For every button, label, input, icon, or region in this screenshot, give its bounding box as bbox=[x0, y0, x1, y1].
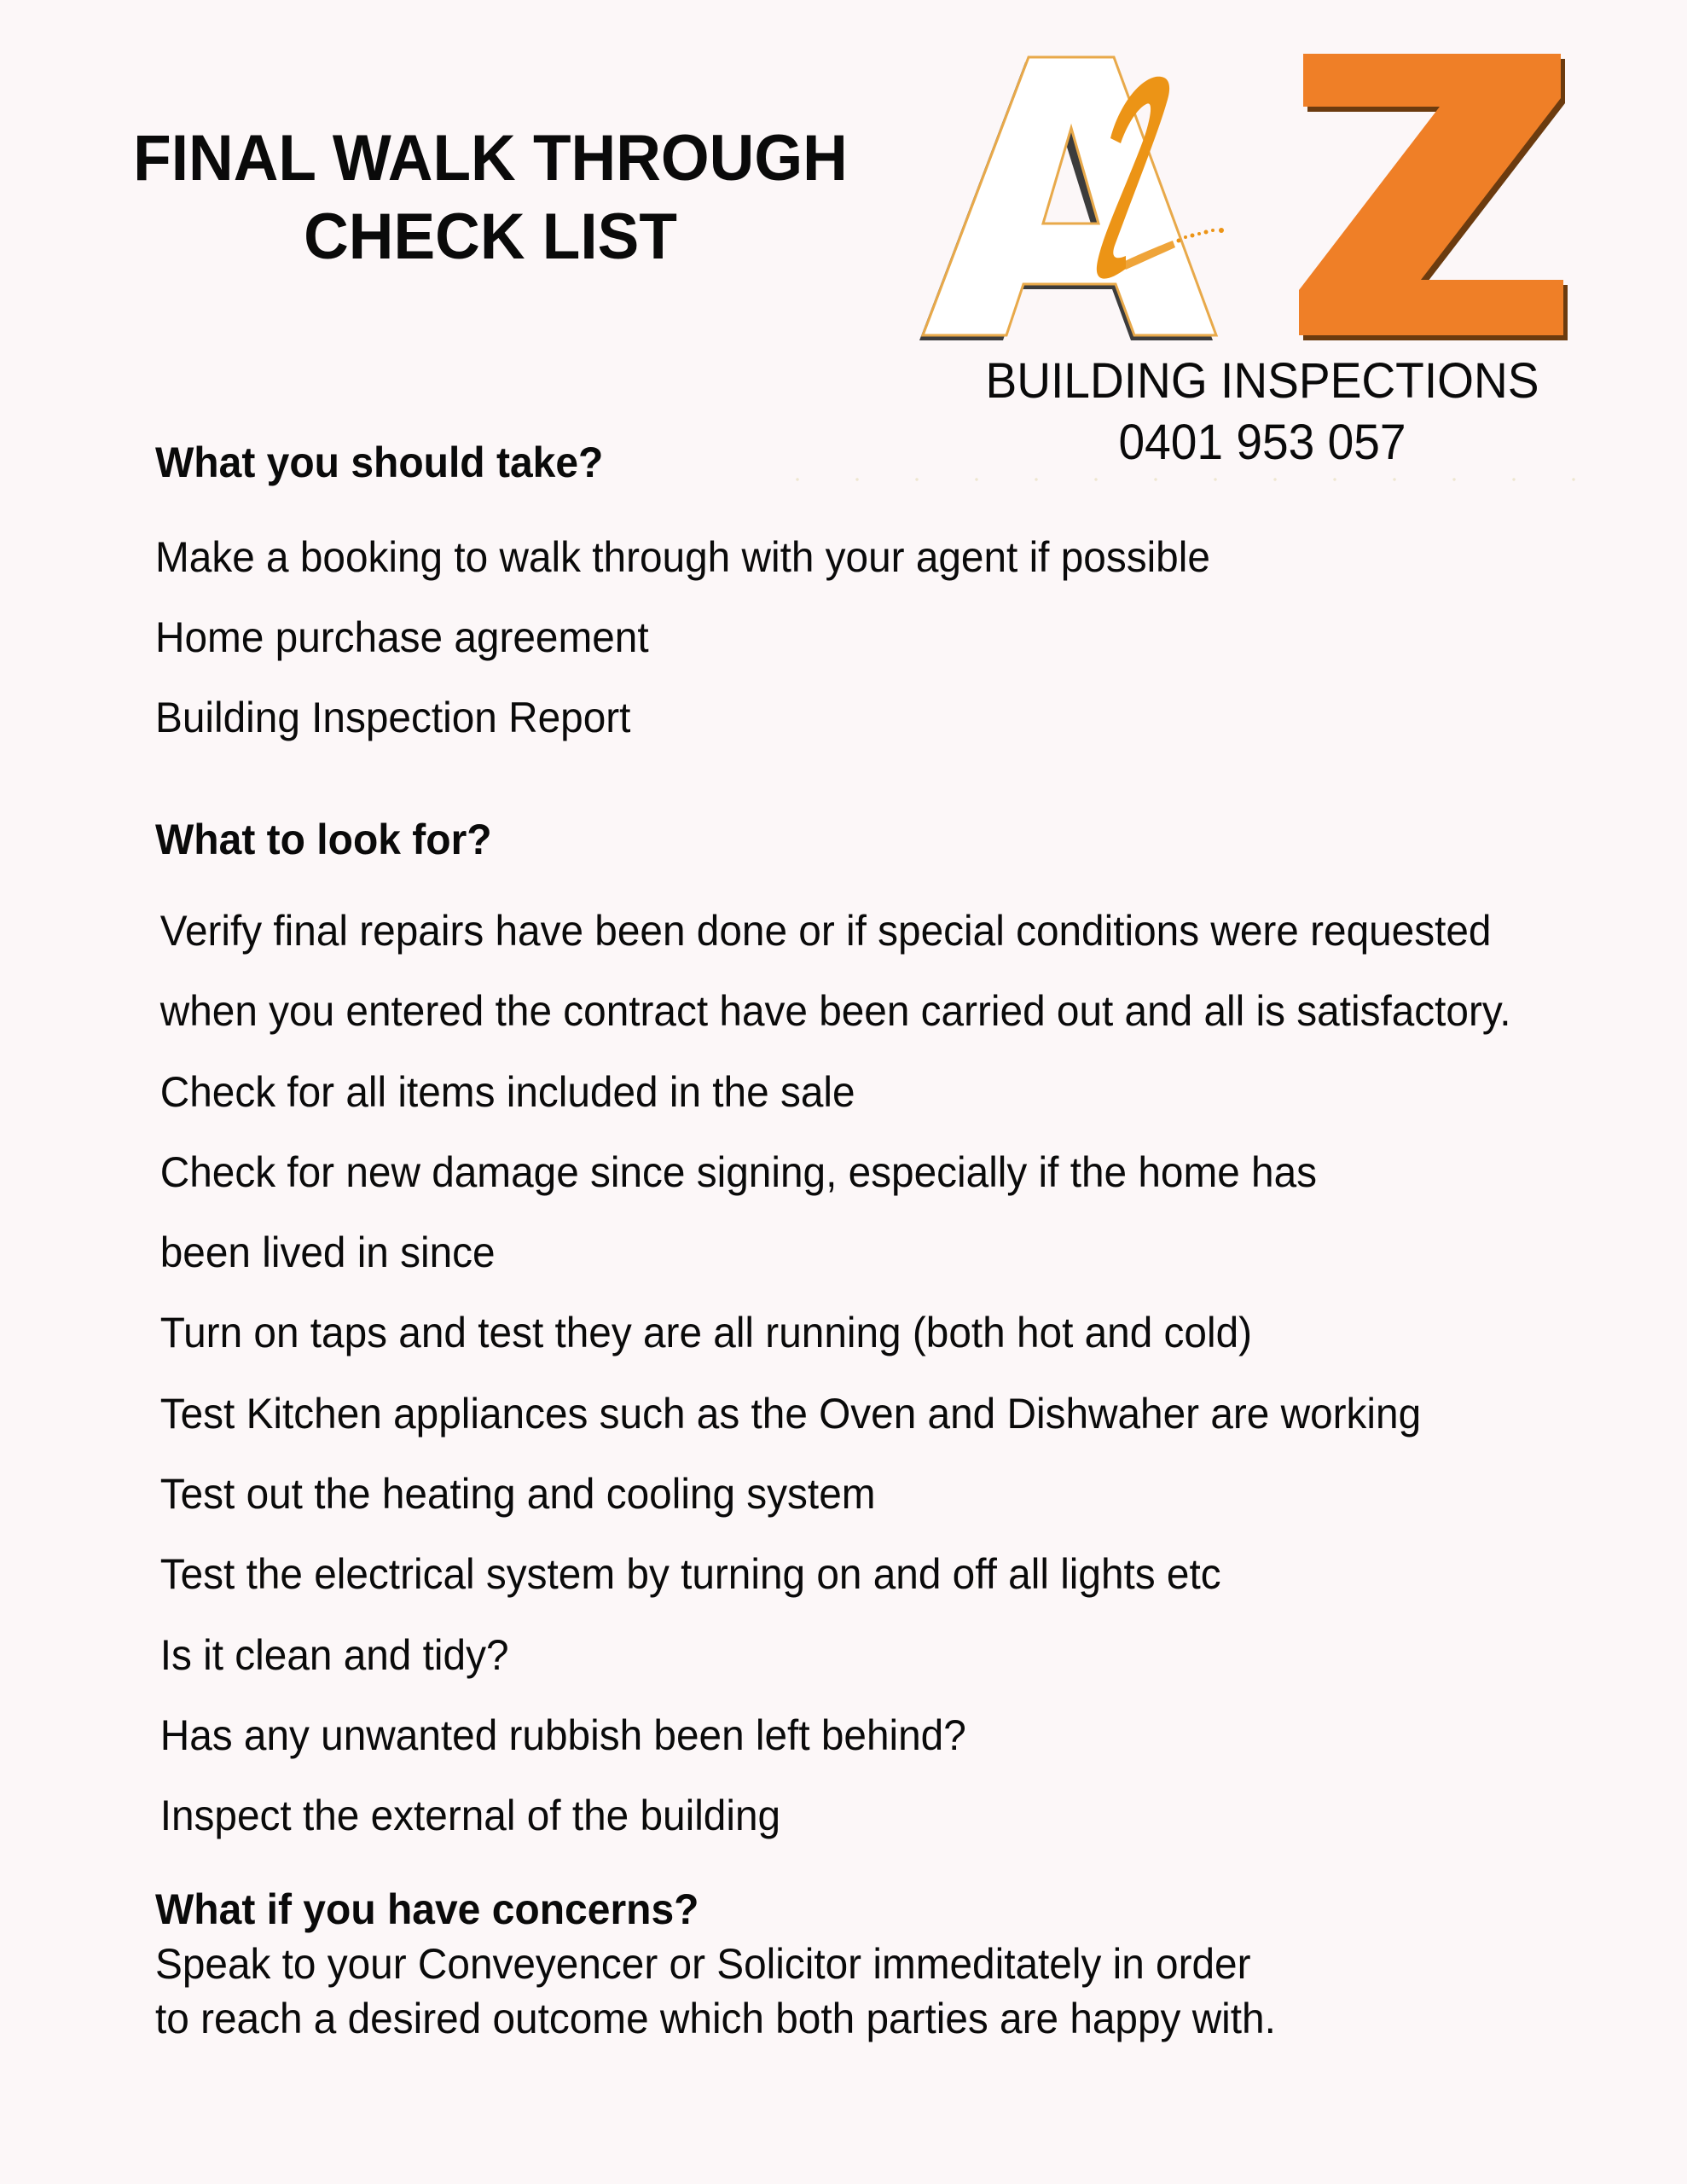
list-item: Check for new damage since signing, especially if the home has bbox=[159, 1147, 1318, 1196]
section-what-to-take bbox=[155, 437, 1260, 758]
logo-graphic-icon bbox=[913, 43, 1586, 350]
list-item: been lived in since bbox=[159, 1228, 496, 1277]
company-phone[interactable]: 0401 953 057 bbox=[1118, 415, 1406, 470]
list-item: Turn on taps and test they are all running (both hot and cold) bbox=[159, 1309, 1253, 1357]
list-item: Make a booking to walk through with your agent if possible bbox=[155, 533, 1210, 581]
list-item: Check for all items included in the sale bbox=[159, 1067, 855, 1116]
list-item: when you entered the contract have been carried out and all is satisfactory. bbox=[159, 987, 1511, 1036]
paragraph-line: Speak to your Conveyencer or Solicitor immeditately in order bbox=[155, 1940, 1251, 1988]
list-item: Building Inspection Report bbox=[155, 694, 631, 741]
list-item: Test out the heating and cooling system bbox=[159, 1470, 876, 1519]
paragraph-line: to reach a desired outcome which both parties are happy with. bbox=[155, 1995, 1276, 2042]
list-item: Has any unwanted rubbish been left behind? bbox=[159, 1711, 966, 1759]
list-item: Verify final repairs have been done or if special conditions were requested bbox=[159, 907, 1492, 955]
section-what-to-look-for bbox=[155, 814, 1574, 1856]
section-heading: What to look for? bbox=[155, 816, 492, 863]
logo-letter-a bbox=[923, 57, 1216, 335]
document-title bbox=[93, 119, 887, 276]
list-item: Test Kitchen appliances such as the Oven and Dishwaher are working bbox=[159, 1389, 1422, 1438]
a2z-logo bbox=[913, 43, 1586, 350]
title-line-2: CHECK LIST bbox=[304, 200, 677, 273]
section-concerns bbox=[155, 1884, 1329, 2046]
company-name: BUILDING INSPECTIONS bbox=[985, 353, 1539, 409]
section-heading: What if you have concerns? bbox=[155, 1885, 699, 1933]
list-item: Home purchase agreement bbox=[155, 613, 649, 661]
logo-letter-z bbox=[1299, 54, 1563, 335]
list-item: Inspect the external of the building bbox=[159, 1792, 781, 1840]
title-line-1: FINAL WALK THROUGH bbox=[133, 122, 848, 195]
list-item: Test the electrical system by turning on and off all lights etc bbox=[159, 1550, 1221, 1599]
section-heading: What you should take? bbox=[155, 439, 604, 486]
list-item: Is it clean and tidy? bbox=[159, 1630, 509, 1679]
